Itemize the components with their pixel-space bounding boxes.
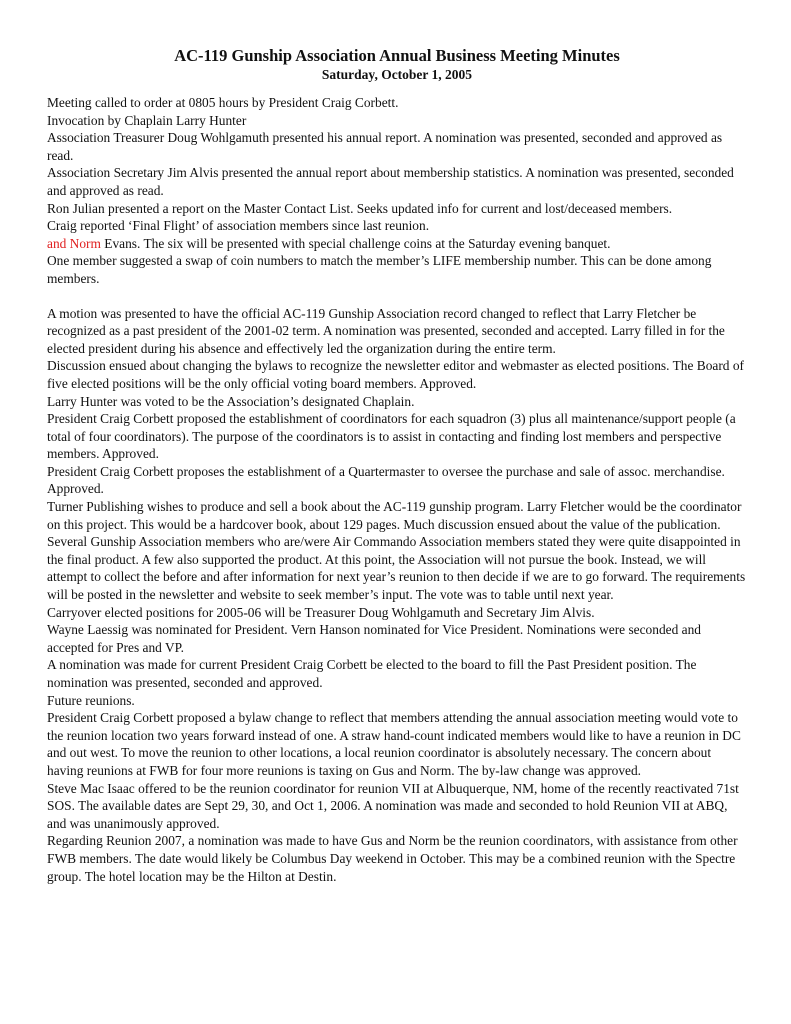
paragraph-challenge-coins	[47, 235, 747, 253]
paragraph-fletcher-motion: A motion was presented to have the official AC-119 Gunship Association record changed to reflect that Larry Fletcher be recognized as a past president of the 2001-02 term. A nomination was presented, seconded and accepted. Larry filled in for the elected president during his absence and effectively led the organization during the entire term.	[47, 305, 725, 356]
paragraph-reunion-vii: Steve Mac Isaac offered to be the reunion coordinator for reunion VII at Albuquerque, NM, home of the recently reactivated 71st SOS. The available dates are Sept 29, 30, and Oct 1, 2006. A nomination was made and seconded to hold Reunion VII at ABQ, and was unanimously approved.	[47, 780, 739, 831]
paragraph-chaplain: Larry Hunter was voted to be the Association’s designated Chaplain.	[47, 393, 415, 409]
paragraph-coin-swap: One member suggested a swap of coin numbers to match the member’s LIFE membership number. This can be done among members.	[47, 253, 712, 286]
paragraph-invocation: Invocation by Chaplain Larry Hunter	[47, 112, 247, 128]
paragraph-final-flight: Craig reported ‘Final Flight’ of association members since last reunion.	[47, 218, 430, 234]
paragraph-future-reunions: Future reunions.	[47, 692, 135, 708]
paragraph-call-to-order: Meeting called to order at 0805 hours by President Craig Corbett.	[47, 95, 399, 110]
paragraph-reunion-2007: Regarding Reunion 2007, a nomination was made to have Gus and Norm be the reunion coordinators, with assistance from other FWB members. The date would likely be Columbus Day weekend in October. This may be a combined reunion with the Spectre group. The hotel location may be the Hilton at Destin.	[47, 833, 738, 884]
paragraph-past-president: A nomination was made for current President Craig Corbett be elected to the board to fill the Past President position. The nomination was presented, seconded and approved.	[47, 657, 697, 690]
paragraph-secretary-report: Association Secretary Jim Alvis presented the annual report about membership statistics. A nomination was presented, seconded and approved as read.	[47, 165, 734, 198]
paragraph-carryover: Carryover elected positions for 2005-06 will be Treasurer Doug Wohlgamuth and Secretary Jim Alvis.	[47, 604, 595, 620]
paragraph-treasurer-report: Association Treasurer Doug Wohlgamuth presented his annual report. A nomination was presented, seconded and approved as read.	[47, 130, 723, 163]
paragraph-turner-publishing: Turner Publishing wishes to produce and sell a book about the AC-119 gunship program. Larry Fletcher would be the coordinator on this project. This would be a hardcover book, about 129 pages. Much discussion ensued about the value of the publication. Several Gunship Association members who are/were Air Commando Association members stated they were quite disappointed in the final product. A few also supported the product. At this point, the Association will not pursue the book. Instead, we will attempt to collect the before and after information for next year’s reunion to then decide if we are to go forward. The requirements will be posted in the newsletter and website to seek member’s input. The vote was to table until next year.	[47, 499, 746, 603]
paragraph-coordinators: President Craig Corbett proposed the establishment of coordinators for each squadron (3) plus all maintenance/support people (a total of four coordinators). The purpose of the coordinators is to assist in contacting and finding lost members and perspective members. Approved.	[47, 411, 736, 462]
paragraph-gap	[47, 288, 747, 305]
paragraph-bylaw-change: President Craig Corbett proposed a bylaw change to reflect that members attending the annual association meeting would vote to the reunion location two years forward instead of one. A straw hand-count indicated members would like to have a reunion in DC and out west. To move the reunion to other locations, a local reunion coordinator is absolutely necessary. The concern about having reunions at FWB for four more reunions is taxing on Gus and Norm. The by-law change was approved.	[47, 710, 741, 778]
document-date: Saturday, October 1, 2005	[321, 67, 473, 82]
document-title: AC-119 Gunship Association Annual Business Meeting Minutes	[174, 46, 620, 65]
highlighted-text: and Norm	[47, 235, 101, 251]
challenge-coins-text: Evans. The six will be presented with special challenge coins at the Saturday evening banquet.	[100, 235, 611, 251]
paragraph-nominations: Wayne Laessig was nominated for President. Vern Hanson nominated for Vice President. Nominations were seconded and accepted for Pres and VP.	[47, 622, 701, 655]
document-page	[47, 46, 747, 885]
paragraph-contact-list: Ron Julian presented a report on the Master Contact List. Seeks updated info for current and lost/deceased members.	[47, 200, 673, 216]
paragraph-bylaws-discussion: Discussion ensued about changing the bylaws to recognize the newsletter editor and webmaster as elected positions. The Board of five elected positions will be the only official voting board members. Approved.	[47, 358, 744, 391]
paragraph-quartermaster: President Craig Corbett proposes the establishment of a Quartermaster to oversee the purchase and sale of assoc. merchandise. Approved.	[47, 463, 725, 497]
